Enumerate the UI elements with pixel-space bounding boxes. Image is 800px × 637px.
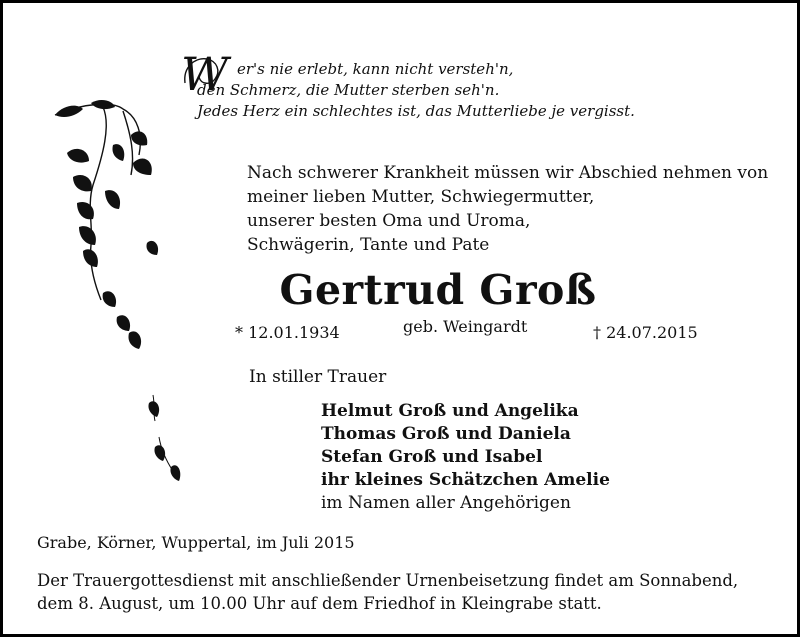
poem-line: Jedes Herz ein schlechtes ist, das Mutterliebe je vergisst.: [197, 102, 635, 120]
intro-line: Schwägerin, Tante und Pate: [247, 235, 490, 255]
service-info: [37, 569, 787, 615]
place-date: Grabe, Körner, Wuppertal, im Juli 2015: [37, 533, 355, 552]
poem-line: den Schmerz, die Mutter sterben seh'n.: [197, 81, 500, 99]
deceased-name: Gertrud Groß: [279, 266, 597, 314]
death-date: † 24.07.2015: [593, 323, 698, 342]
poem-line: er's nie erlebt, kann nicht versteh'n,: [237, 60, 514, 78]
intro-line: unserer besten Oma und Uroma,: [247, 211, 531, 231]
mourners-others: im Namen aller Angehörigen: [321, 493, 571, 513]
birth-date: * 12.01.1934: [235, 323, 340, 342]
service-line: dem 8. August, um 10.00 Uhr auf dem Friedhof in Kleingrabe statt.: [37, 594, 602, 613]
service-line: Der Trauergottesdienst mit anschließender Urnenbeisetzung findet am Sonnabend,: [37, 571, 739, 590]
poem: [181, 47, 757, 122]
maiden-name: geb. Weingardt: [403, 317, 528, 336]
intro-line: meiner lieben Mutter, Schwiegermutter,: [247, 187, 595, 207]
mourner-name: ihr kleines Schätzchen Amelie: [321, 470, 610, 490]
mourners-list: [321, 400, 610, 515]
mourner-name: Stefan Groß und Isabel: [321, 447, 543, 467]
mourner-name: Thomas Groß und Daniela: [321, 424, 571, 444]
mourner-name: Helmut Groß und Angelika: [321, 401, 579, 421]
poem-initial: W: [181, 47, 229, 101]
intro-text: [247, 161, 787, 257]
intro-line: Nach schwerer Krankheit müssen wir Abschied nehmen von: [247, 163, 769, 183]
mourning-phrase: In stiller Trauer: [249, 367, 387, 387]
